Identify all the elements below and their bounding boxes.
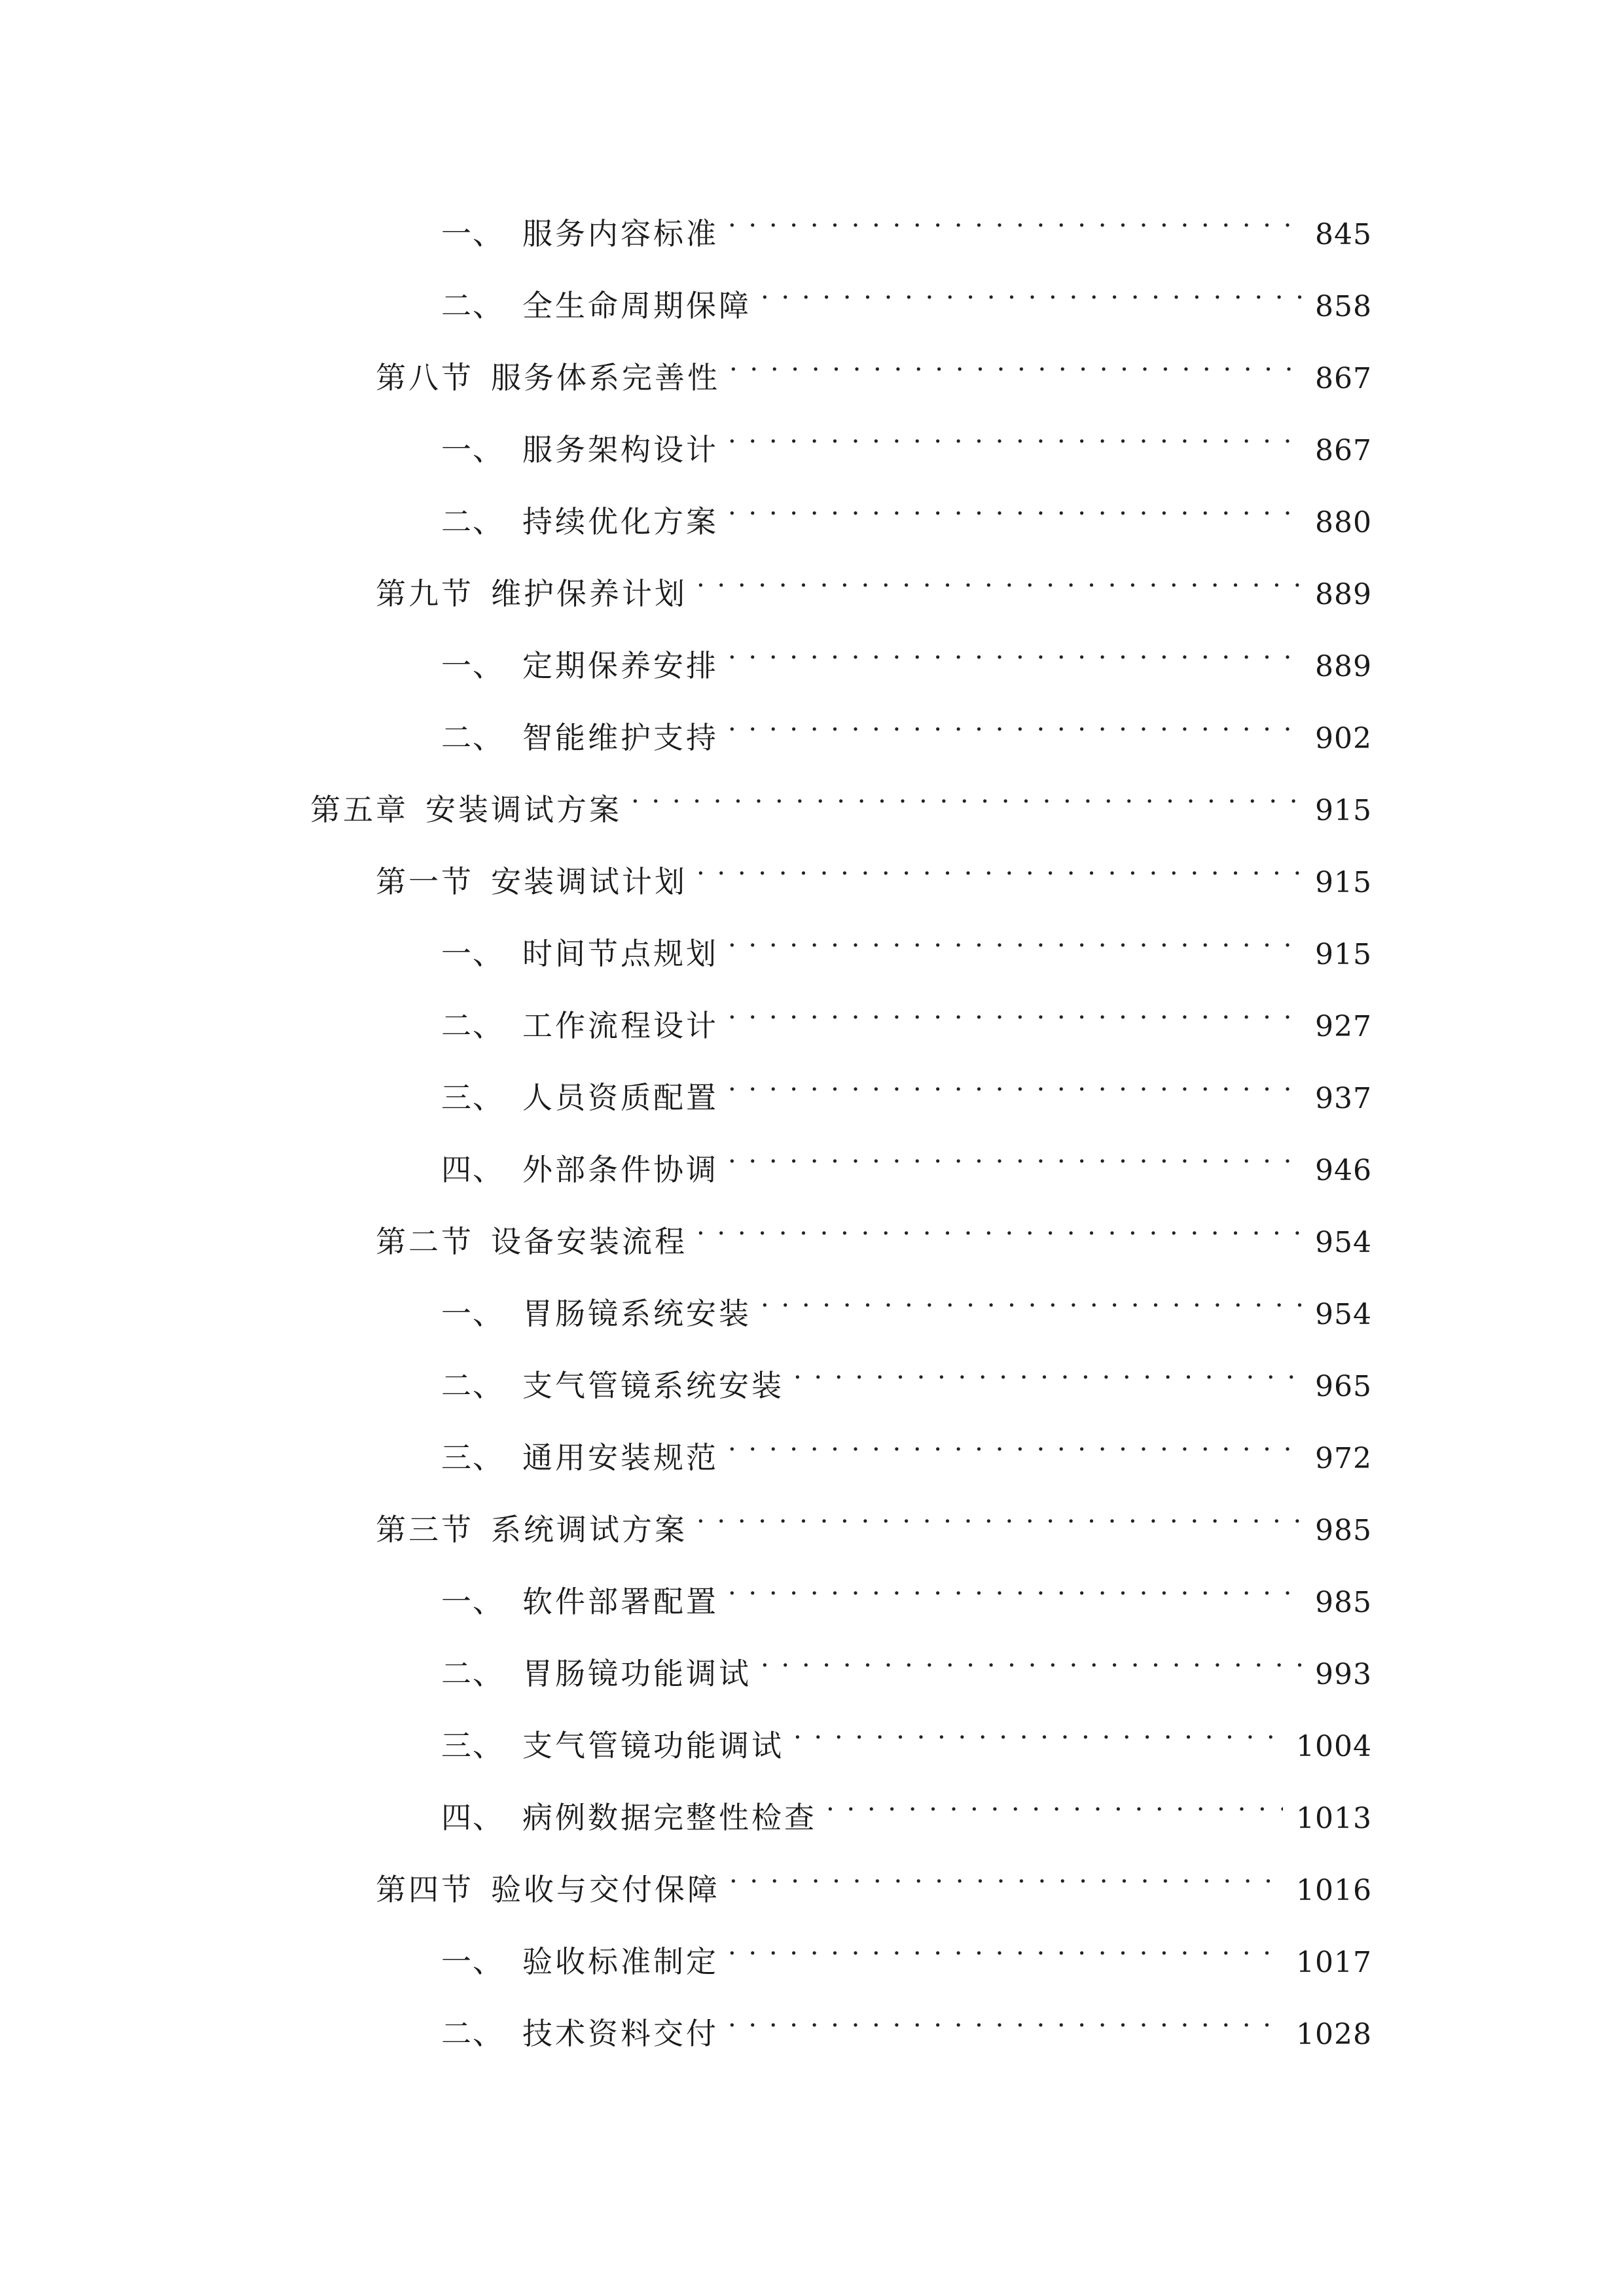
- toc-entry[interactable]: [376, 1488, 1372, 1547]
- toc-entry-number: 一、: [441, 648, 504, 683]
- toc-entry-number: 二、: [441, 2016, 504, 2051]
- toc-entry[interactable]: [376, 336, 1372, 395]
- toc-entry-number: 二、: [441, 720, 504, 755]
- dot-leader: [728, 984, 1302, 1036]
- toc-entry-page: 993: [1315, 1658, 1372, 1691]
- toc-entry-page: 1028: [1296, 2018, 1372, 2051]
- toc-entry-page: 972: [1315, 1442, 1372, 1475]
- toc-entry-number: 第二节: [376, 1224, 474, 1259]
- toc-entry-number: 四、: [441, 1152, 504, 1187]
- dot-leader: [728, 408, 1302, 460]
- toc-entry-title: 全生命周期保障: [522, 288, 751, 323]
- toc-entry-number: 三、: [441, 1080, 504, 1115]
- toc-entry-number: 一、: [441, 216, 504, 251]
- toc-entry-number: 一、: [441, 936, 504, 971]
- toc-entry-number: 二、: [441, 1008, 504, 1043]
- toc-entry-number: 第三节: [376, 1512, 474, 1547]
- toc-entry-page: 915: [1315, 938, 1372, 971]
- dot-leader: [761, 1632, 1302, 1684]
- dot-leader: [761, 1272, 1302, 1324]
- dot-leader: [696, 552, 1302, 604]
- toc-entry-page: 1017: [1296, 1946, 1372, 1979]
- dot-leader: [729, 336, 1302, 388]
- toc-entry-page: 985: [1315, 1514, 1372, 1547]
- toc-entry[interactable]: [441, 264, 1372, 323]
- toc-entry[interactable]: [441, 1416, 1372, 1475]
- dot-leader: [696, 1200, 1302, 1252]
- toc-entry-number: 二、: [441, 1656, 504, 1691]
- toc-entry-number: 第四节: [376, 1872, 474, 1907]
- toc-entry-title: 安装调试计划: [491, 864, 687, 899]
- toc-entry-title: 验收标准制定: [522, 1944, 719, 1979]
- toc-entry[interactable]: [441, 1632, 1372, 1691]
- toc-entry-title: 支气管镜系统安装: [522, 1368, 784, 1403]
- dot-leader: [728, 624, 1302, 676]
- toc-entry-title: 定期保养安排: [522, 648, 719, 683]
- toc-entry[interactable]: [441, 1920, 1372, 1979]
- toc-entry-number: 二、: [441, 1368, 504, 1403]
- toc-entry[interactable]: [441, 912, 1372, 971]
- toc-entry-page: 946: [1315, 1154, 1372, 1187]
- dot-leader: [696, 1488, 1302, 1540]
- toc-entry-page: 915: [1315, 794, 1372, 827]
- toc-entry[interactable]: [441, 1272, 1372, 1331]
- toc-entry-number: 第五章: [310, 792, 408, 827]
- toc-entry[interactable]: [376, 1848, 1372, 1907]
- toc-entry[interactable]: [376, 552, 1372, 611]
- toc-entry-title: 时间节点规划: [522, 936, 719, 971]
- toc-entry[interactable]: [441, 1344, 1372, 1403]
- toc-entry-number: 二、: [441, 288, 504, 323]
- toc-entry-number: 一、: [441, 1584, 504, 1619]
- toc-entry[interactable]: [441, 1056, 1372, 1115]
- dot-leader: [761, 264, 1302, 316]
- dot-leader: [728, 480, 1302, 532]
- toc-entry[interactable]: [441, 624, 1372, 683]
- toc-entry-page: 858: [1315, 290, 1372, 323]
- toc-entry-page: 867: [1315, 434, 1372, 467]
- toc-entry-number: 一、: [441, 1296, 504, 1331]
- toc-entry-number: 第一节: [376, 864, 474, 899]
- toc-entry-number: 四、: [441, 1800, 504, 1835]
- toc-entry[interactable]: [441, 696, 1372, 755]
- toc-entry-page: 937: [1315, 1082, 1372, 1115]
- dot-leader: [728, 192, 1302, 244]
- dot-leader: [826, 1776, 1283, 1828]
- dot-leader: [793, 1704, 1283, 1756]
- toc-entry-title: 服务内容标准: [522, 216, 719, 251]
- toc-entry-page: 880: [1315, 506, 1372, 539]
- toc-entry-number: 二、: [441, 504, 504, 539]
- dot-leader: [728, 1992, 1283, 2044]
- toc-entry-page: 954: [1315, 1226, 1372, 1259]
- dot-leader: [728, 1128, 1302, 1180]
- toc-entry[interactable]: [441, 192, 1372, 251]
- toc-entry[interactable]: [441, 984, 1372, 1043]
- toc-entry-page: 965: [1315, 1370, 1372, 1403]
- dot-leader: [729, 1848, 1283, 1900]
- toc-entry-page: 902: [1315, 722, 1372, 755]
- toc-entry-title: 设备安装流程: [491, 1224, 687, 1259]
- toc-entry-title: 维护保养计划: [491, 576, 687, 611]
- toc-entry-page: 927: [1315, 1010, 1372, 1043]
- toc-entry-page: 889: [1315, 650, 1372, 683]
- toc-entry-number: 三、: [441, 1728, 504, 1763]
- toc-entry-title: 通用安装规范: [522, 1440, 719, 1475]
- toc-entry-number: 第八节: [376, 360, 474, 395]
- toc-entry-page: 1016: [1296, 1874, 1372, 1907]
- dot-leader: [696, 840, 1302, 892]
- toc-entry-title: 验收与交付保障: [491, 1872, 720, 1907]
- toc-entry-title: 胃肠镜功能调试: [522, 1656, 751, 1691]
- dot-leader: [728, 1920, 1283, 1972]
- dot-leader: [728, 912, 1302, 964]
- toc-entry-title: 持续优化方案: [522, 504, 719, 539]
- toc-entry-page: 915: [1315, 866, 1372, 899]
- toc-entry-page: 954: [1315, 1298, 1372, 1331]
- toc-entry-title: 胃肠镜系统安装: [522, 1296, 751, 1331]
- toc-entry-title: 软件部署配置: [522, 1584, 719, 1619]
- toc-entry-title: 人员资质配置: [522, 1080, 719, 1115]
- toc-entry-title: 外部条件协调: [522, 1152, 719, 1187]
- toc-entry-page: 889: [1315, 578, 1372, 611]
- toc-entry-title: 安装调试方案: [425, 792, 622, 827]
- toc-entry[interactable]: [441, 1128, 1372, 1187]
- toc-entry-title: 支气管镜功能调试: [522, 1728, 784, 1763]
- toc-entry-title: 系统调试方案: [491, 1512, 687, 1547]
- toc-entry-page: 845: [1315, 218, 1372, 251]
- dot-leader: [793, 1344, 1302, 1396]
- toc-entry[interactable]: [310, 768, 1372, 827]
- toc-entry-page: 1004: [1296, 1730, 1372, 1763]
- dot-leader: [728, 1560, 1302, 1612]
- toc-entry-number: 一、: [441, 432, 504, 467]
- toc-entry[interactable]: [441, 408, 1372, 467]
- toc-entry-page: 867: [1315, 362, 1372, 395]
- toc-entry[interactable]: [376, 1200, 1372, 1259]
- toc-entry-page: 985: [1315, 1586, 1372, 1619]
- toc-entry-title: 服务架构设计: [522, 432, 719, 467]
- dot-leader: [728, 1416, 1302, 1468]
- toc-entry[interactable]: [441, 1560, 1372, 1619]
- dot-leader: [631, 768, 1302, 820]
- toc-entry-page: 1013: [1296, 1802, 1372, 1835]
- dot-leader: [728, 1056, 1302, 1108]
- toc-entry[interactable]: [441, 480, 1372, 539]
- toc-entry[interactable]: [376, 840, 1372, 899]
- toc-entry-title: 智能维护支持: [522, 720, 719, 755]
- toc-entry[interactable]: [441, 1776, 1372, 1835]
- toc-entry[interactable]: [441, 1704, 1372, 1763]
- toc-entry-number: 三、: [441, 1440, 504, 1475]
- toc-entry-number: 第九节: [376, 576, 474, 611]
- toc-entry-title: 服务体系完善性: [491, 360, 720, 395]
- toc-entry-title: 工作流程设计: [522, 1008, 719, 1043]
- dot-leader: [728, 696, 1302, 748]
- toc-entry-number: 一、: [441, 1944, 504, 1979]
- toc-entry-title: 病例数据完整性检查: [522, 1800, 817, 1835]
- toc-entry[interactable]: [441, 1992, 1372, 2051]
- toc-entry-title: 技术资料交付: [522, 2016, 719, 2051]
